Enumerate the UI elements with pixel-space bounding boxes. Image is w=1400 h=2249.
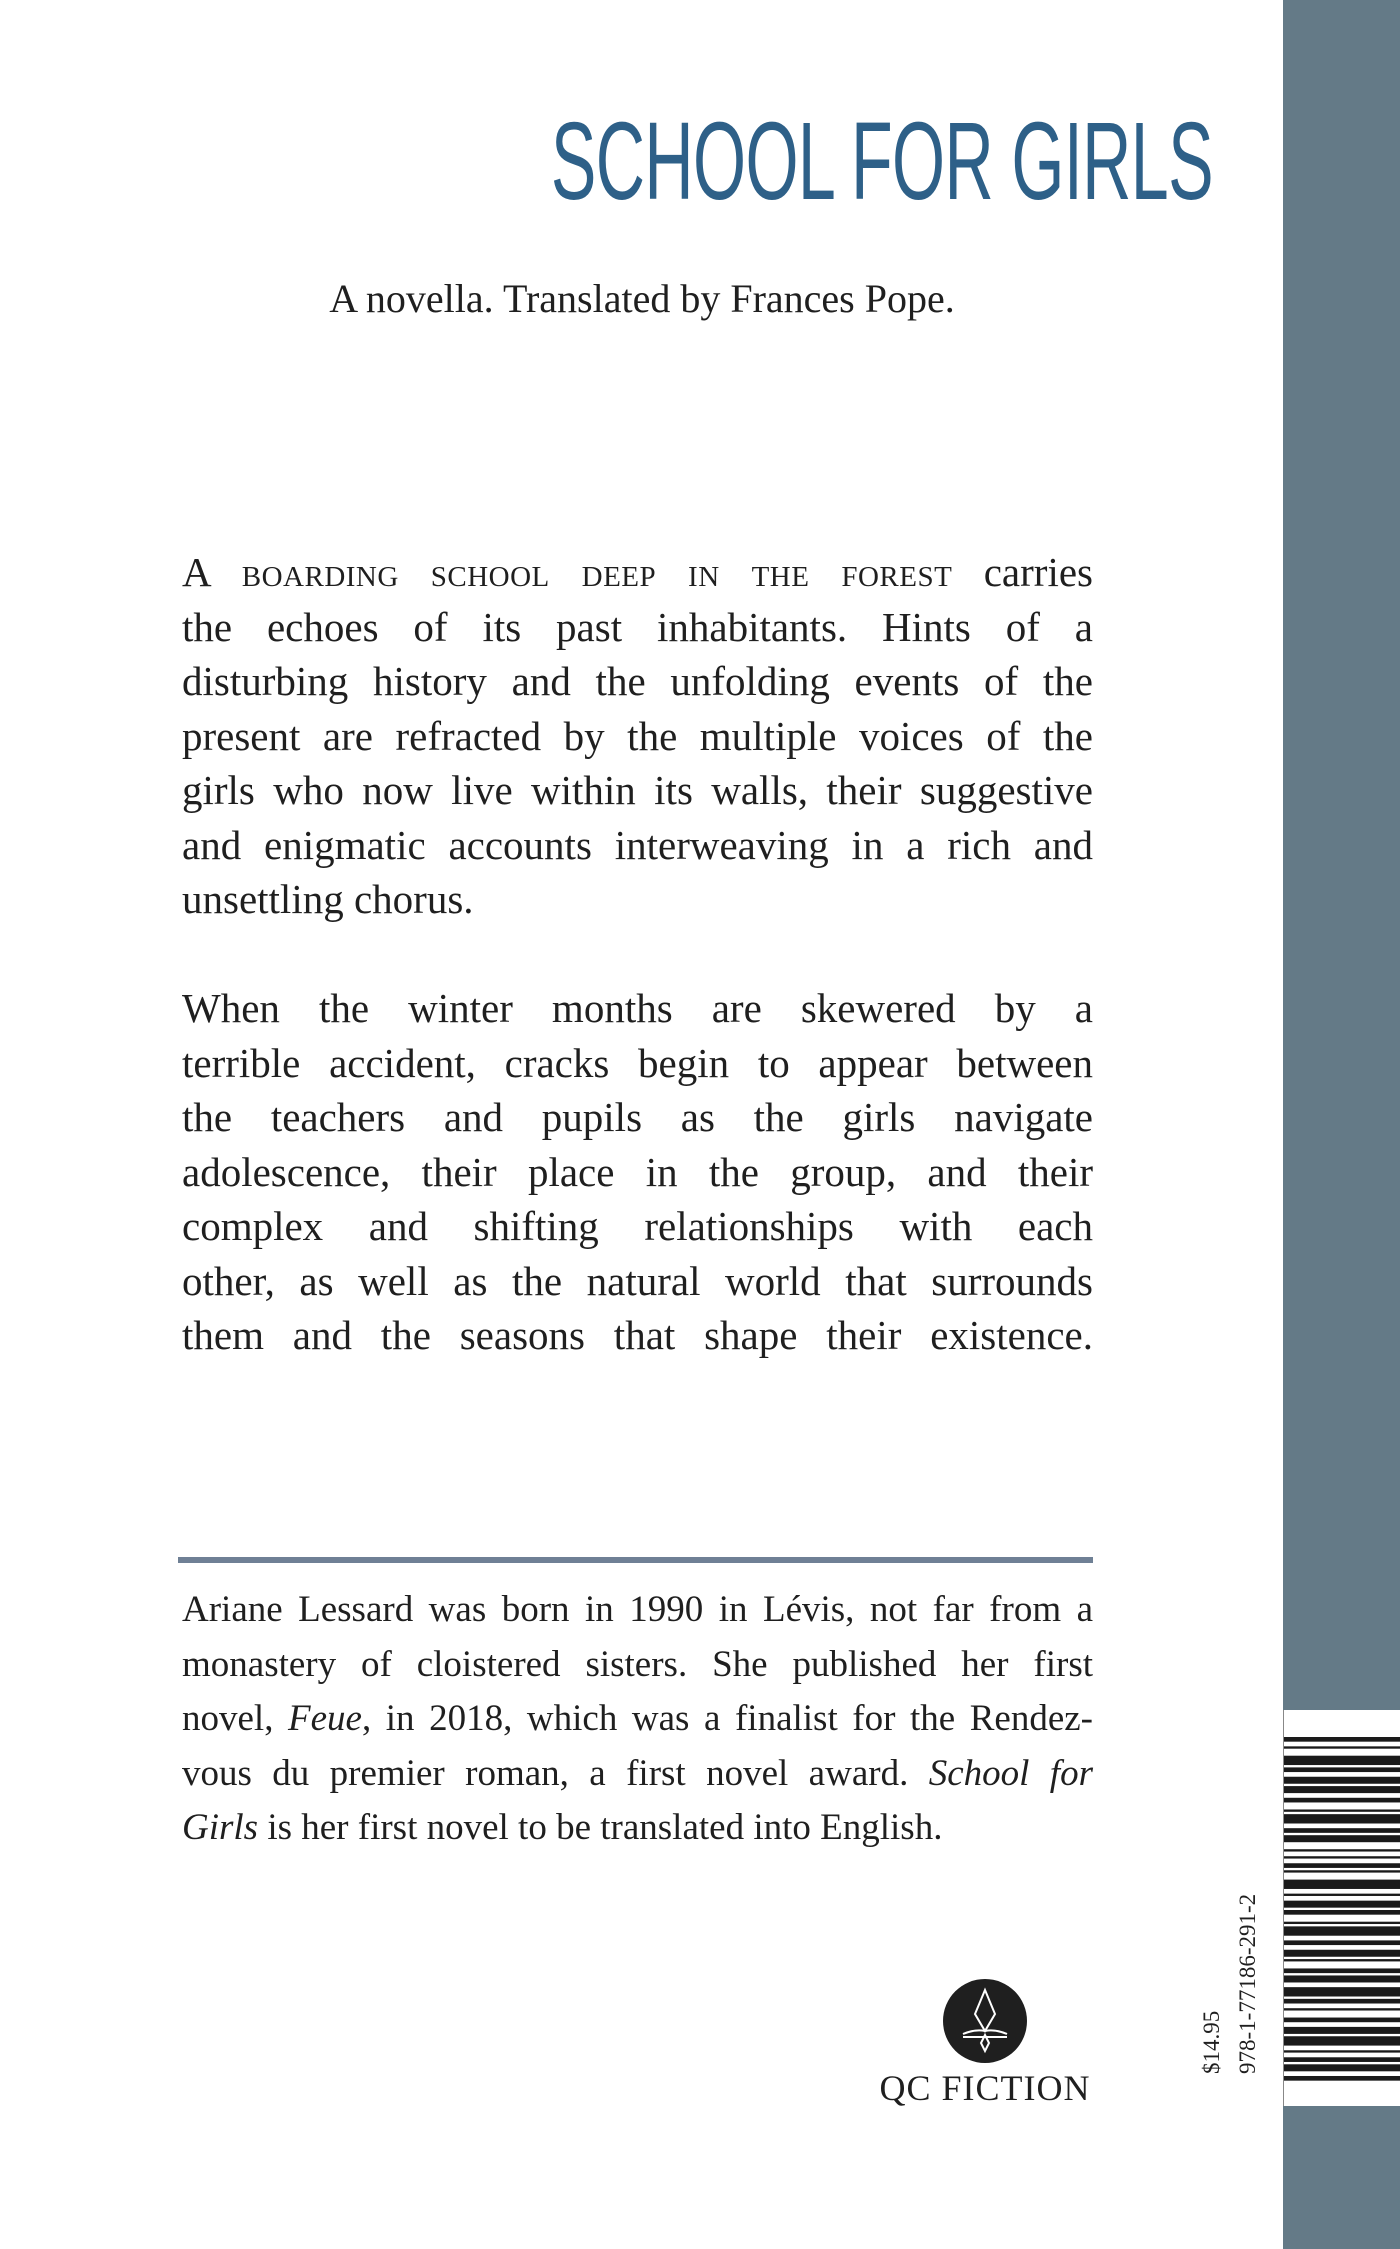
book-title	[348, 100, 1213, 223]
barcode-bar	[1284, 1863, 1400, 1868]
barcode-bar	[1284, 2027, 1400, 2034]
subtitle: A novella. Translated by Frances Pope.	[329, 276, 955, 321]
author-bio	[182, 1583, 1093, 1856]
blurb-lead-smallcaps: A boarding school deep in the forest	[182, 549, 953, 595]
bio-book-title: School for	[928, 1752, 1093, 1794]
barcode-bar	[1284, 2036, 1400, 2045]
barcode-bar	[1284, 1894, 1400, 1896]
barcode-bar	[1284, 1767, 1400, 1772]
barcode-bar	[1284, 1737, 1400, 1742]
bio-book-title: Feue	[288, 1698, 362, 1739]
blurb-line: the echoes of its past inhabitants. Hints of a	[182, 603, 1093, 650]
barcode-bar	[1284, 1798, 1400, 1803]
blurb-paragraph-1	[182, 545, 1093, 927]
barcode-bar	[1284, 2050, 1400, 2052]
barcode-bar	[1284, 1746, 1400, 1748]
blurb-text: carries	[952, 549, 1093, 595]
blurb-paragraph-2	[182, 981, 1093, 1363]
blurb-line: complex and shifting relationships with each	[182, 1203, 1093, 1249]
blurb-line: present are refracted by the multiple voices of the	[182, 712, 1093, 759]
barcode-bar	[1284, 2076, 1400, 2081]
barcode-bar	[1284, 2057, 1400, 2062]
bio-book-title: Girls	[182, 1807, 259, 1848]
barcode-icon	[1284, 1737, 1400, 2083]
barcode-bar	[1284, 1756, 1400, 1765]
barcode-bar	[1284, 1880, 1400, 1889]
section-divider	[178, 1557, 1093, 1563]
barcode-bar	[1284, 1968, 1400, 1973]
barcode-bar	[1284, 1910, 1400, 1915]
barcode-bar	[1284, 2018, 1400, 2023]
barcode-bar	[1284, 1959, 1400, 1961]
bio-line: Ariane Lessard was born in 1990 in Lévis, not far from a	[182, 1589, 1093, 1630]
barcode-bar	[1284, 1835, 1400, 1842]
barcode-bar	[1284, 2064, 1400, 2071]
qc-fiction-logo-icon	[943, 1979, 1027, 2063]
barcode-bar	[1284, 1777, 1400, 1784]
blurb-line: disturbing history and the unfolding events of the	[182, 658, 1093, 704]
blurb-line: terrible accident, cracks begin to appear between	[182, 1039, 1093, 1086]
blurb-line: girls who now live within its walls, their suggestive	[182, 767, 1093, 813]
barcode-bar	[1284, 1999, 1400, 2004]
barcode-bar	[1284, 1814, 1400, 1823]
barcode-bar	[1284, 1809, 1400, 1811]
book-title-text: SCHOOL FOR GIRLS	[550, 100, 1213, 223]
barcode-bar	[1284, 1975, 1400, 1982]
blurb-line: adolescence, their place in the group, and their	[182, 1148, 1093, 1195]
barcode-bar	[1284, 1987, 1400, 1996]
bio-text: is her first novel to be translated into English.	[258, 1807, 943, 1848]
publisher-name: QC FICTION	[879, 2068, 1091, 2108]
barcode-bar	[1284, 1922, 1400, 1924]
barcode-bar	[1284, 1786, 1400, 1793]
bio-line	[182, 1692, 1093, 1747]
barcode-bar	[1284, 1849, 1400, 1851]
bio-line: monastery of cloistered sisters. She published her first	[182, 1643, 1093, 1685]
barcode-bar	[1284, 1940, 1400, 1945]
barcode-bar	[1284, 2008, 1400, 2010]
blurb-line	[182, 545, 1093, 600]
barcode-bar	[1284, 1856, 1400, 1858]
barcode-bar	[1284, 1950, 1400, 1957]
bio-line	[182, 1801, 1093, 1856]
blurb-line: them and the seasons that shape their existence.	[182, 1312, 1093, 1358]
bio-line	[182, 1747, 1093, 1802]
blurb-line: and enigmatic accounts interweaving in a rich and	[182, 821, 1093, 868]
barcode-bar	[1284, 1870, 1400, 1872]
barcode-bar	[1284, 1901, 1400, 1908]
barcode	[1283, 1710, 1400, 2106]
blurb-line: When the winter months are skewered by a	[182, 985, 1093, 1031]
isbn: 978-1-77186-291-2	[1235, 1893, 1260, 2074]
blurb-line: the teachers and pupils as the girls navigate	[182, 1094, 1093, 1140]
barcode-bar	[1284, 1926, 1400, 1935]
bio-text: novel,	[182, 1698, 289, 1739]
bio-text: , in 2018, which was a finalist for the Rendez-	[361, 1698, 1094, 1739]
barcode-bar	[1284, 1828, 1400, 1833]
price: $14.95	[1199, 2010, 1224, 2074]
blurb-line: other, as well as the natural world that surrounds	[182, 1257, 1093, 1304]
blurb-line: unsettling chorus.	[182, 876, 474, 922]
bio-text: vous du premier roman, a first novel award.	[182, 1752, 929, 1794]
